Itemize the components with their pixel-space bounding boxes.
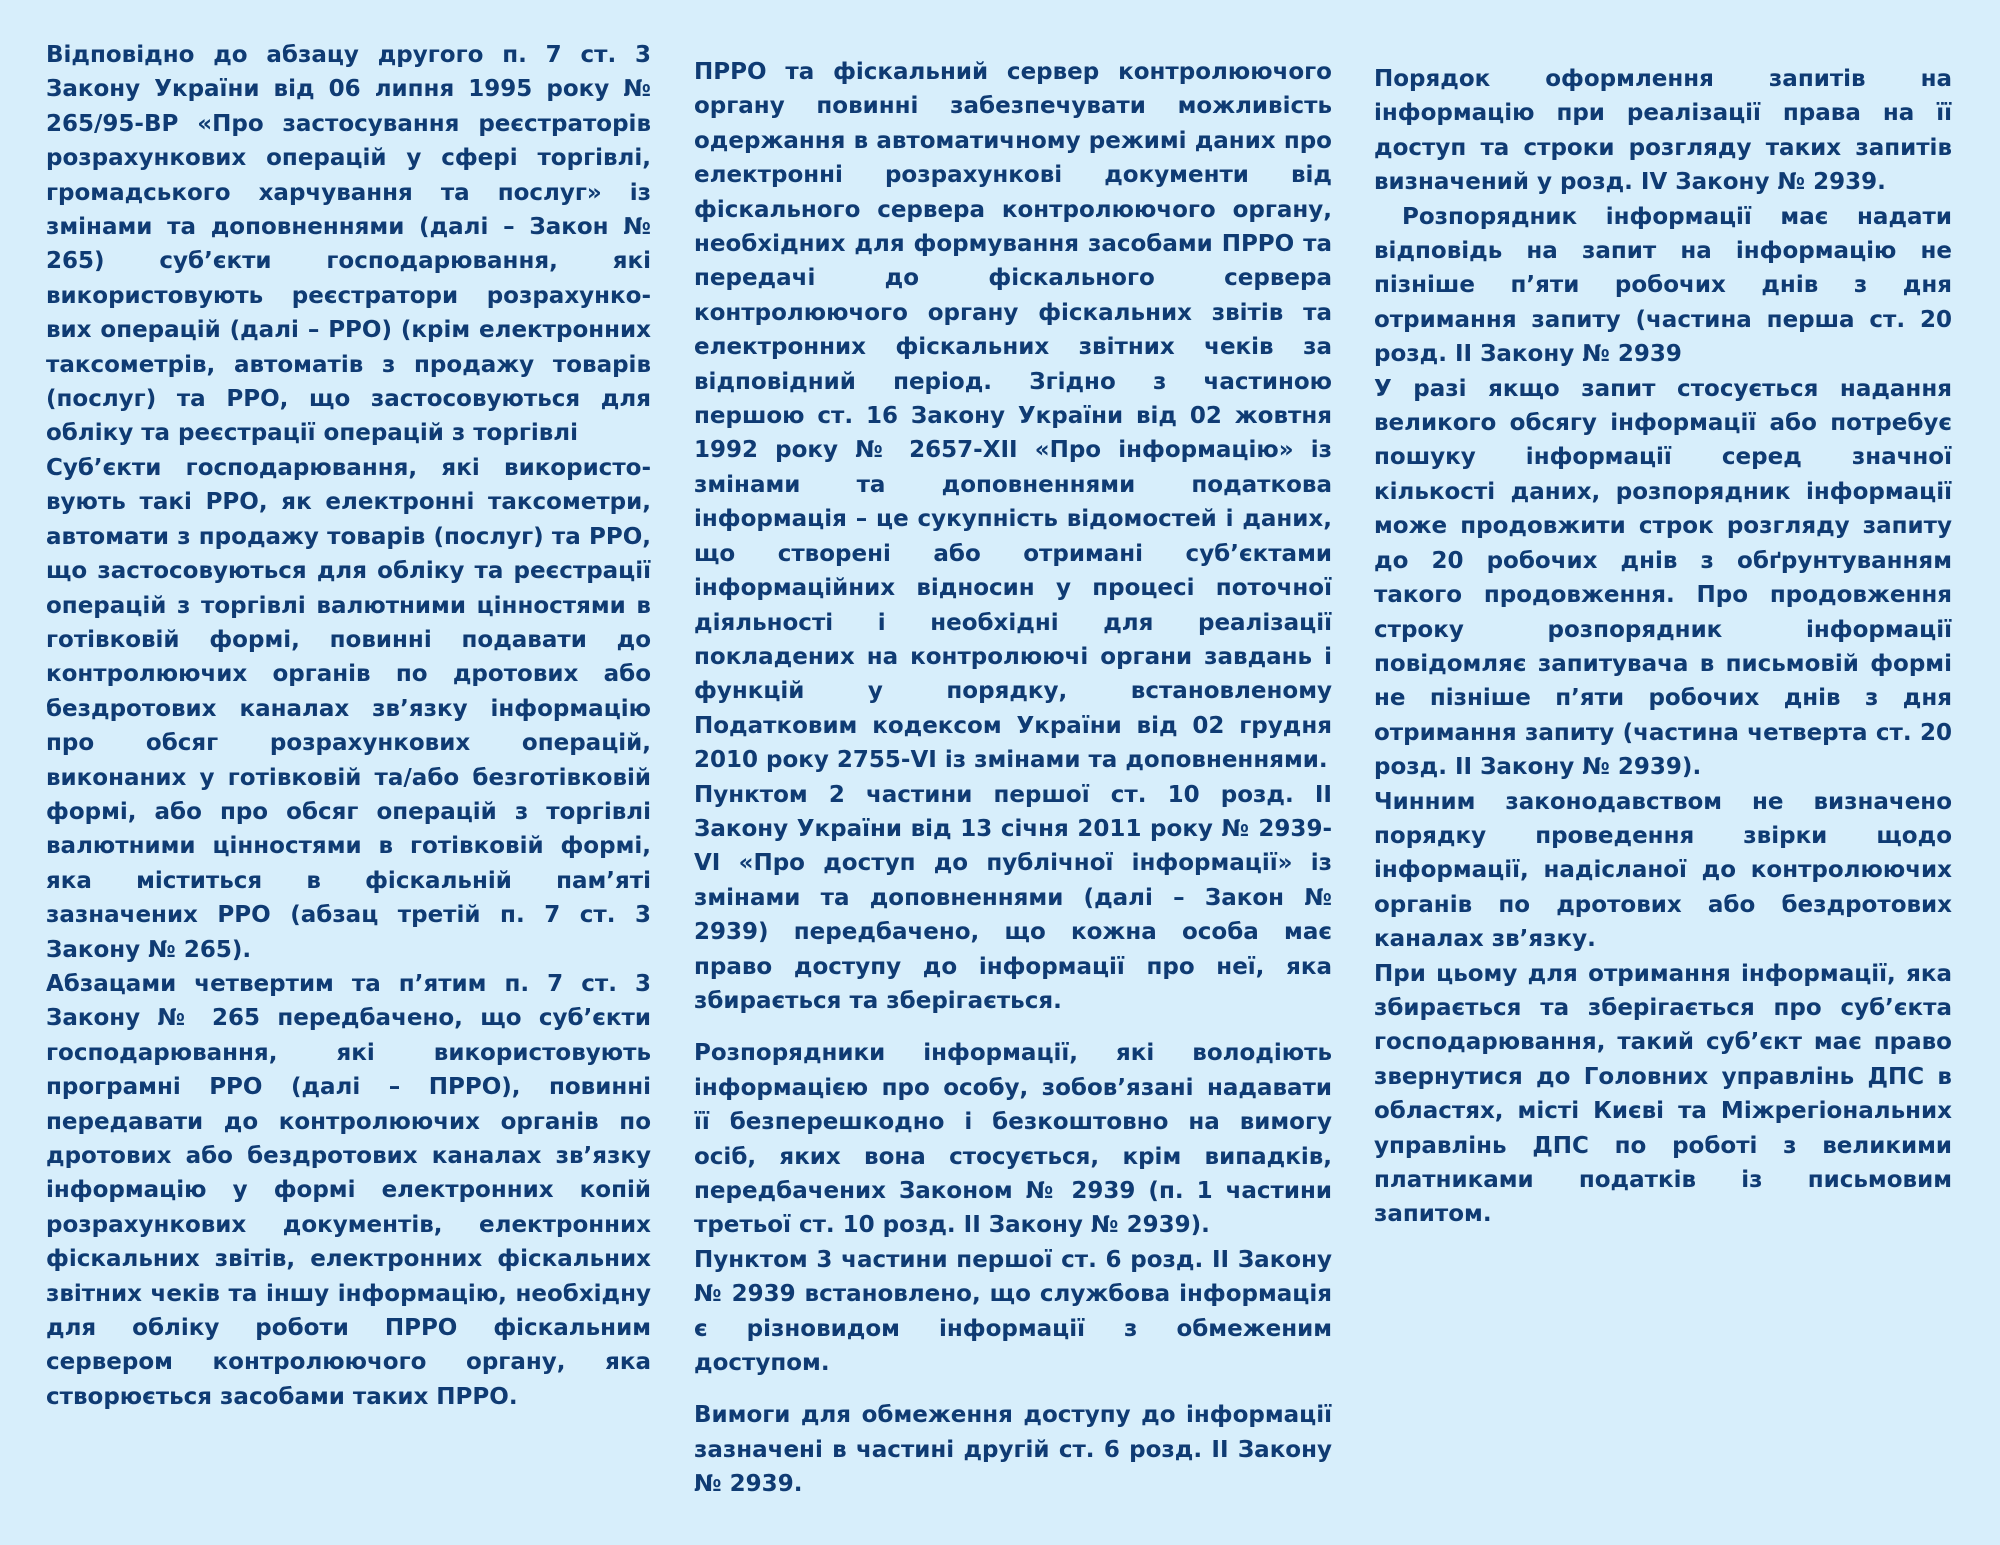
paragraph: При цьому для отримання інформації, яка збирається та зберігається про суб’єкта господарювання, такий суб’єкт має право звернутися до Головних управлінь ДПС в областях, місті Києві та Міжрегіональних управлінь ДПС по роботі з великими платниками податків із письмовим запитом. bbox=[1374, 960, 1952, 1228]
text-column-2 bbox=[694, 0, 1332, 1502]
paragraph: Розпорядник інформації має надати відповідь на запит на інформацію не пізніше п’яти робочих днів з дня отримання запиту (частина перша ст. 20 розд. II Закону № 2939 bbox=[1374, 203, 1952, 368]
paragraph: Чинним законодавством не визначено порядку проведення звірки щодо інформації, надісланої до контролюючих органів по дротових або бездротових каналах зв’язку. bbox=[1374, 788, 1952, 953]
paragraph: Пунктом 2 частини першої ст. 10 розд. II Закону України від 13 січня 2011 року № 2939-VI «Про доступ до публічної інформації» із змінами та доповненнями (далі – Закон № 2939) передбачено, що кожна особа має право доступу до інформації про неї, яка збирається та зберігається. bbox=[694, 781, 1332, 1014]
paragraph: Розпорядники інформації, які володіють інформацією про особу, зобов’язані надавати її безперешкодно і безкоштовно на вимогу осіб, яких вона стосується, крім випадків, передбачених Законом № 2939 (п. 1 частини третьої ст. 10 розд. II Закону № 2939). bbox=[694, 1040, 1332, 1239]
paragraph: Пунктом 3 частини першої ст. 6 розд. II Закону № 2939 встановлено, що службова інформація є різновидом інформації з обмеженим доступом. bbox=[694, 1246, 1332, 1377]
paragraph: Суб’єкти господарювання, які використо-вують такі РРО, як електронні таксометри, автомати з продажу товарів (послуг) та РРО, що застосовуються для обліку та реєстрації операцій з торгівлі валютними цінностями в готівковій формі, повинні подавати до контролюючих органів по дротових або бездротових каналах зв’язку інформацію про обсяг розрахункових операцій, виконаних у готівковій та/або безготівковій формі, або про обсяг операцій з торгівлі валютними цінностями в готівковій формі, яка міститься в фіскальній пам’яті зазначених РРО (абзац третій п. 7 ст. 3 Закону № 265). bbox=[46, 454, 651, 963]
text-column-1 bbox=[46, 0, 651, 1414]
paragraph: ПРРО та фіскальний сервер контролюючого органу повинні забезпечувати можливість одержання в автоматичному режимі даних про електронні розрахункові документи від фіскального сервера контролюючого органу, необхідних для формування засобами ПРРО та передачі до фіскального сервера контролюючого органу фіскальних звітів та електронних фіскальних звітних чеків за відповідний період. Згідно з частиною першою ст. 16 Закону України від 02 жовтня 1992 року № 2657-XII «Про інформацію» із змінами та доповненнями податкова інформація – це сукупність відомостей і даних, що створені або отримані суб’єктами інформаційних відносин у процесі поточної діяльності і необхідні для реалізації покладених на контролюючі органи завдань і функцій у порядку, встановленому Податковим кодексом України від 02 грудня 2010 року 2755-VI із змінами та доповненнями. bbox=[694, 59, 1332, 774]
text-column-3 bbox=[1374, 0, 1952, 1232]
paragraph: Абзацами четвертим та п’ятим п. 7 ст. 3 Закону № 265 передбачено, що суб’єкти господарювання, які використовують програмні РРО (далі – ПРРО), повинні передавати до контролюючих органів по дротових або бездротових каналах зв’язку інформацію у формі електронних копій розрахункових документів, електронних фіскальних звітів, електронних фіскальних звітних чеків та іншу інформацію, необхідну для обліку роботи ПРРО фіскальним сервером контролюючого органу, яка створюється засобами таких ПРРО. bbox=[46, 970, 651, 1410]
paragraph: Вимоги для обмеження доступу до інформації зазначені в частині другій ст. 6 розд. II Закону № 2939. bbox=[694, 1402, 1332, 1498]
paragraph: Порядок оформлення запитів на інформацію при реалізації права на її доступ та строки розгляду таких запитів визначений у розд. IV Закону № 2939. bbox=[1374, 66, 1952, 196]
paragraph: Відповідно до абзацу другого п. 7 ст. 3 Закону України від 06 липня 1995 року № 265/95-ВР «Про застосування реєстраторів розрахункових операцій у сфері торгівлі, громадського харчування та послуг» із змінами та доповненнями (далі – Закон № 265) суб’єкти господарювання, які використовують реєстратори розрахунко-вих операцій (далі – РРО) (крім електронних таксометрів, автоматів з продажу товарів (послуг) та РРО, що застосовуються для обліку та реєстрації операцій з торгівлі bbox=[46, 42, 651, 447]
paragraph: У разі якщо запит стосується надання великого обсягу інформації або потребує пошуку інформації серед значної кількості даних, розпорядник інформації може продовжити строк розгляду запиту до 20 робочих днів з обґрунтуванням такого продовження. Про продовження строку розпорядник інформації повідомляє запитувача в письмовій формі не пізніше п’яти робочих днів з дня отримання запиту (частина четверта ст. 20 розд. II Закону № 2939). bbox=[1374, 375, 1952, 781]
